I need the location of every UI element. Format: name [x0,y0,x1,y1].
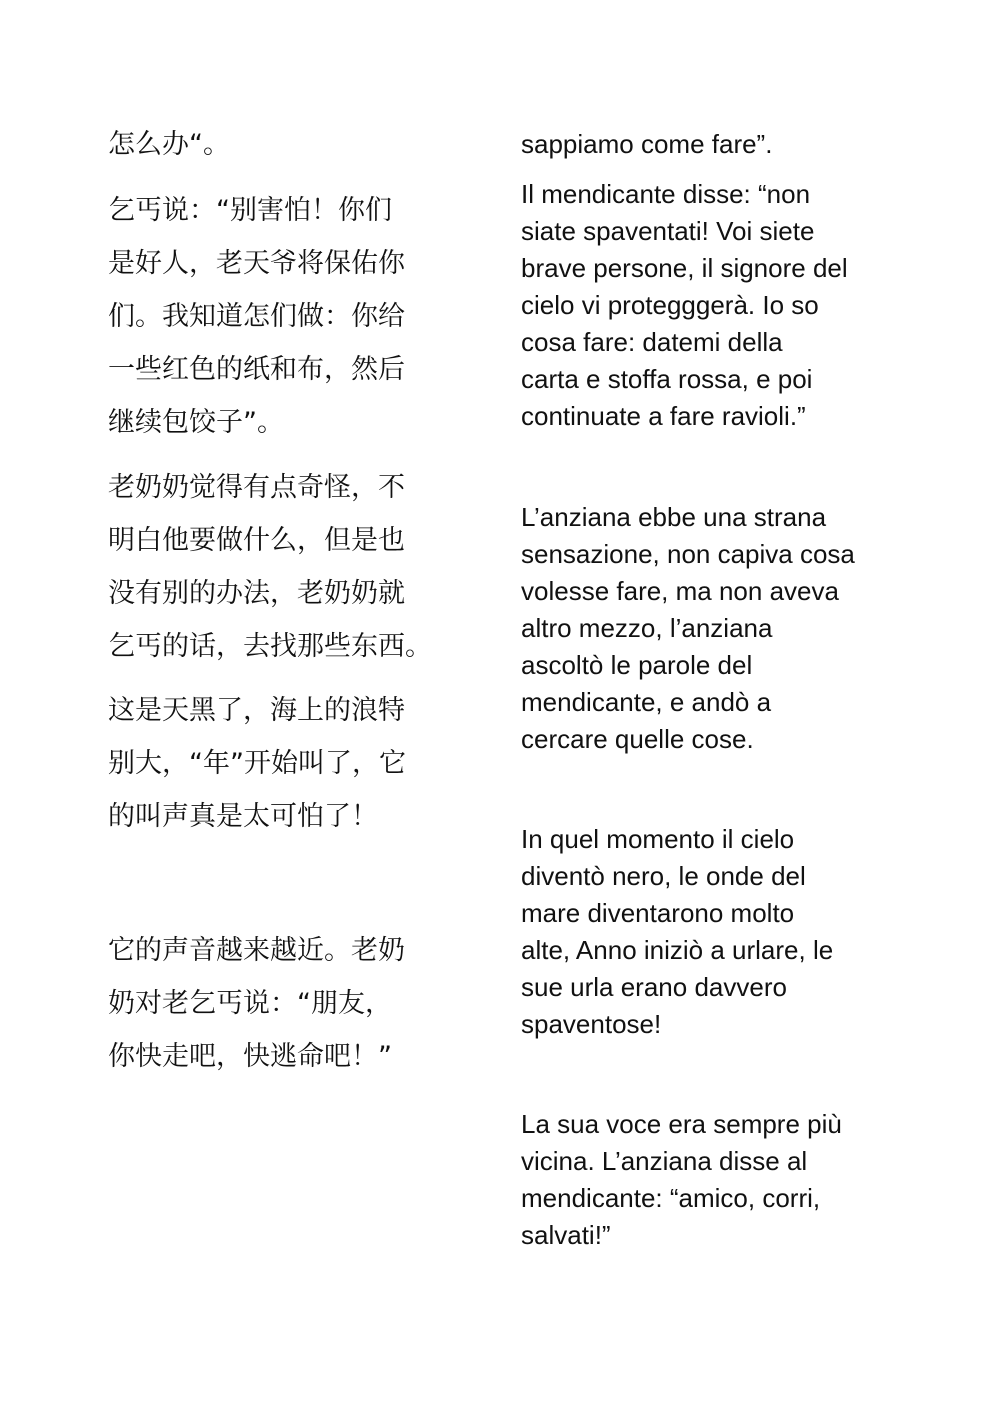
chinese-paragraph-3: 老奶奶觉得有点奇怪，不 明白他要做什么，但是也 没有别的办法，老奶奶就 乞丐的话，去找那些东西。 [108,472,432,662]
chinese-paragraph-2: 乞丐说：“别害怕！你们 是好人，老天爷将保佑你 们。我知道怎们做：你给 一些红色的纸和布，然后 继续包饺子”。 [108,195,405,438]
italian-paragraph-3: L’anziana ebbe una strana sensazione, non capiva cosa volesse fare, ma non aveva altro mezzo, l’anziana ascoltò le parole del mendicante, e andò a cercare quelle cose. [521,502,855,754]
italian-paragraph-4: In quel momento il cielo diventò nero, le onde del mare diventarono molto alte, Anno iniziò a urlare, le sue urla erano davvero spaventose! [521,824,834,1039]
chinese-paragraph-4: 这是天黑了，海上的浪特 别大，“年”开始叫了，它 的叫声真是太可怕了！ [108,695,406,832]
italian-paragraph-5: La sua voce era sempre più vicina. L’anziana disse al mendicante: “amico, corri, salvati!” [521,1109,842,1250]
chinese-paragraph-5: 它的声音越来越近。老奶 奶对老乞丐说：“朋友， 你快走吧，快逃命吧！” [108,935,405,1072]
chinese-paragraph-1: 怎么办“。 [108,129,230,160]
italian-paragraph-2: Il mendicante disse: “non siate spaventati! Voi siete brave persone, il signore del cielo vi protegggerà. Io so cosa fare: datemi della carta e stoffa rossa, e poi continuate a fare ravioli.” [521,179,848,431]
italian-paragraph-1: sappiamo come fare”. [521,129,773,159]
